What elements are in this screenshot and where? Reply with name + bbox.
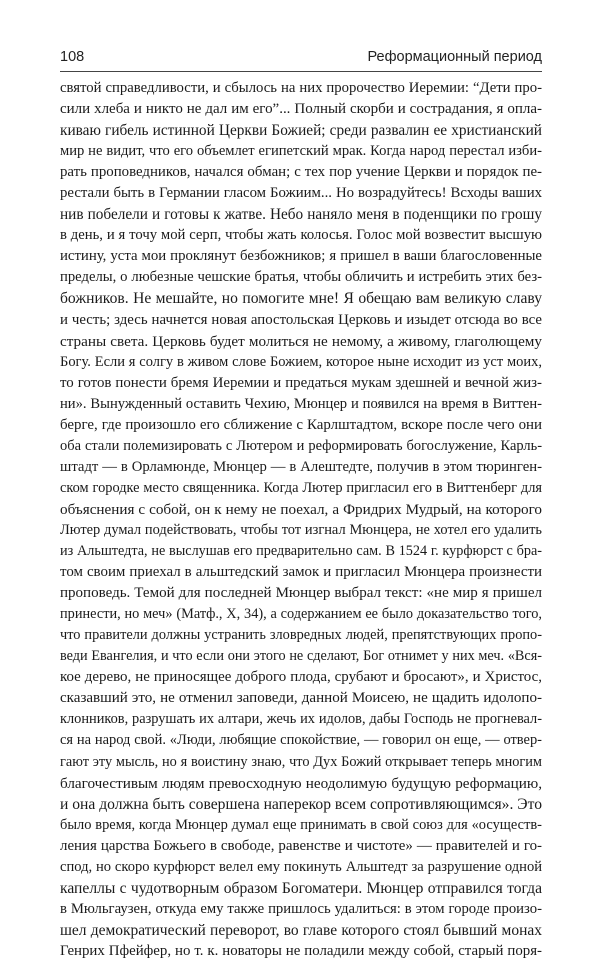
text-line: Богу. Если я солгу в живом слове Божием, которое ныне исходит из уст моих, xyxy=(60,353,542,370)
page-header xyxy=(60,49,542,71)
text-line: из Альштедта, не выслушав его предварительно сам. В 1524 г. курфюрст с бра- xyxy=(60,543,542,560)
text-line: веди Евангелия, и что если они этого не сделают, Бог отнимет у них меч. «Вся- xyxy=(60,648,542,665)
text-line: принести, но меч» (Матф., X, 34), а содержанием ее было доказательство того, xyxy=(60,606,542,623)
text-line: пределы, о любезные чешские братья, чтобы обличить и истребить этих без- xyxy=(60,269,542,286)
text-line: берге, где произошло его сближение с Карлштадтом, вскоре после чего они xyxy=(60,416,542,433)
text-line: и честь; здесь начнется новая апостольская Церковь и изыдет отсюда во все xyxy=(60,311,542,328)
text-line: святой справедливости, и сбылось на них пророчество Иеремии: “Дети про- xyxy=(60,80,542,96)
text-line: ления царства Божьего в свободе, равенстве и чистоте» — правителей и го- xyxy=(60,837,542,854)
text-line: штадт — в Орламюнде, Мюнцер — в Алештедте, получив в этом тюринген- xyxy=(60,458,542,475)
text-line: оба стали полемизировать с Лютером и реформировать богослужение, Карль- xyxy=(60,437,542,454)
text-line: клонников, разрушать их алтари, жечь их идолов, дабы Господь не прогневал- xyxy=(60,711,542,728)
text-line: страны света. Церковь будет молиться не немому, а живому, глаголющему xyxy=(60,332,542,350)
text-line: рать проповедников, начался обман; с тех пор учение Церкви и порядок пе- xyxy=(60,164,542,181)
text-line: сили хлеба и никто не дал им его”... Полный скорби и сострадания, я опла- xyxy=(60,101,542,118)
text-line: и она должна быть совершена наперекор всем сопротивляющимся». Это xyxy=(60,795,542,813)
text-line: в день, и я точу мой серп, чтобы жать колосья. Голос мой возвестит высшую xyxy=(60,227,542,244)
text-line: в Мюльгаузен, откуда ему также пришлось удалиться: в этом городе произо- xyxy=(60,900,542,917)
text-line: истину, уста мои проклянут безбожников; я пришел в ваши благословенные xyxy=(60,248,542,265)
text-line: том своим приехал в альштедский замок и пригласил Мюнцера произнести xyxy=(60,564,542,581)
text-line: капеллы с чудотворным образом Богоматери. Мюнцер отправился тогда xyxy=(60,879,542,897)
text-line: проповедь. Темой для последней Мюнцер выбрал текст: «не мир я пришел xyxy=(60,585,542,602)
text-line: спод, но скоро курфюрст велел ему покинуть Альштедт за разрушение одной xyxy=(60,858,542,875)
text-line: сказавший это, не отменил заповеди, данной Моисею, не щадить идолопо- xyxy=(60,690,542,707)
text-line: шел демократический переворот, во главе которого стоял бывший монах xyxy=(60,921,542,939)
body-text xyxy=(60,78,542,962)
text-line: мир не видит, что его объемлет египетский мрак. Когда народ перестал изби- xyxy=(60,143,542,160)
text-line: кое дерево, не приносящее доброго плода, срубают и бросают», и Христос, xyxy=(60,669,542,686)
text-line: было время, когда Мюнцер думал еще принимать в свой союз для «осуществ- xyxy=(60,816,542,833)
text-line: благочестивым людям превосходную неодолимую будущую реформацию, xyxy=(60,774,542,792)
text-line: Лютер думал подействовать, чтобы тот изгнал Мюнцера, не хотел его удалить xyxy=(60,521,542,538)
text-line: Генрих Пфейфер, но т. к. новаторы не поладили между собой, старый поря- xyxy=(60,942,542,959)
text-line: ни». Вынужденный оставить Чехию, Мюнцер и появился на время в Виттен- xyxy=(60,395,542,412)
text-line: ском городке место священника. Когда Лютер пригласил его в Виттенберг для xyxy=(60,479,542,496)
text-line: гают эту мысль, но я воистину знаю, что Дух Божий открывает теперь многим xyxy=(60,753,542,770)
text-line: ся на народ свой. «Люди, любящие спокойствие, — говорил он еще, — отвер- xyxy=(60,732,542,749)
text-line: рестали быть в Германии гласом Божиим... Но возрадуйтесь! Всходы ваших xyxy=(60,185,542,202)
page-number: 108 xyxy=(60,49,85,65)
header-rule xyxy=(60,71,542,72)
text-line: нив побелели и готовы к жатве. Небо наняло меня в поденщики по грошу xyxy=(60,206,542,224)
text-line: божников. Не мешайте, но помогите мне! Я обещаю вам великую славу xyxy=(60,290,542,308)
text-line: что правители должны устранить зловредных людей, препятствующих пропо- xyxy=(60,627,542,644)
text-line: киваю гибель истинной Церкви Божией; среди развалин ее христианский xyxy=(60,122,542,140)
text-line: объяснения с собой, он к нему не поехал, а Фридрих Мудрый, на которого xyxy=(60,500,542,518)
text-line: то готов понести бремя Иеремии и предаться мукам здешней и вечной жиз- xyxy=(60,374,542,391)
running-title: Реформационный период xyxy=(367,49,542,65)
